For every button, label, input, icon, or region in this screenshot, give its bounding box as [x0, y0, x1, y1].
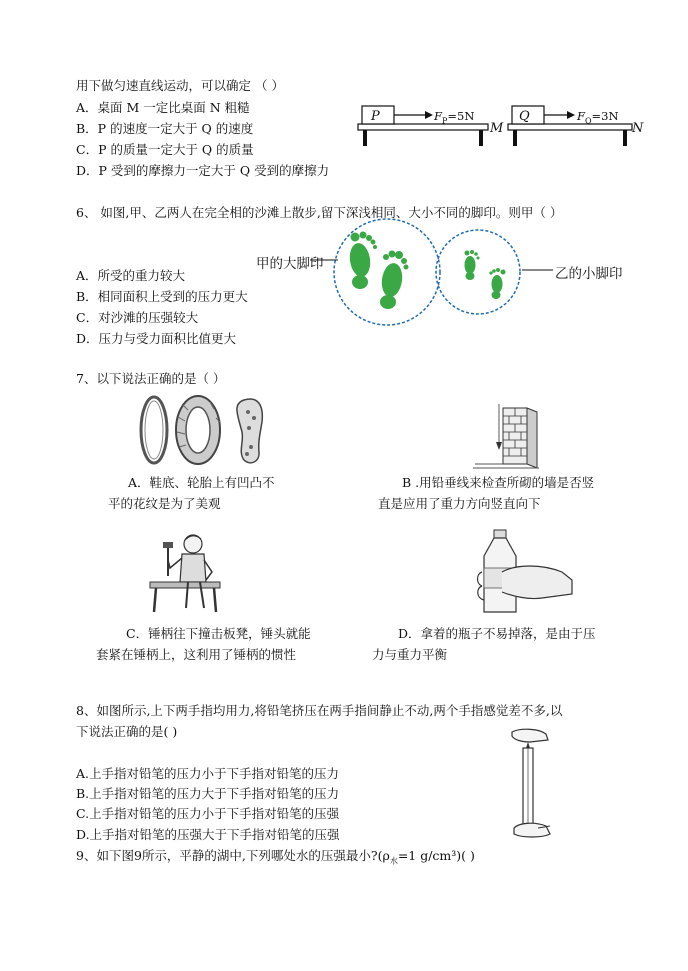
q5-option-c[interactable]: C．P 的质量一定大于 Q 的质量 — [76, 142, 254, 157]
q5-block-p-label: P — [371, 109, 380, 124]
q7-question: 7、以下说法正确的是（ ） — [76, 371, 226, 386]
q7-option-a-line2[interactable]: 平的花纹是为了美观 — [108, 496, 221, 511]
q8-question-line1: 8、如图所示,上下两手指均用力,将铅笔挤压在两手指间静止不动,两个手指感觉差不多,以 — [76, 703, 563, 718]
q8-option-d[interactable]: D.上手指对铅笔的压强大于下手指对铅笔的压强 — [76, 827, 340, 842]
q5-intro: 用下做匀速直线运动，可以确定 （ ） — [76, 78, 284, 93]
q6-question: 6、 如图,甲、乙两人在完全相的沙滩上散步,留下深浅相同、大小不同的脚印。则甲（ ） — [76, 205, 563, 220]
q7-option-a-line1[interactable]: A．鞋底、轮胎上有凹凸不 — [128, 475, 275, 490]
q6-option-d[interactable]: D．压力与受力面积比值更大 — [76, 331, 237, 346]
q7-image-b-wall-plumb — [473, 398, 545, 470]
q5-surface-m-label: M — [490, 121, 504, 136]
q7-option-c-line1[interactable]: C．锤柄往下撞击板凳，锤头就能 — [126, 626, 311, 641]
q5-option-a[interactable]: A．桌面 M 一定比桌面 N 粗糙 — [76, 100, 250, 115]
q8-option-c[interactable]: C.上手指对铅笔的压力小于下手指对铅笔的压强 — [76, 806, 340, 821]
q7-option-b-line1[interactable]: B .用铅垂线来检查所砌的墙是否竖 — [402, 475, 595, 490]
q5-surface-n-label: N — [632, 121, 644, 136]
q7-image-d-bottle-hand — [472, 528, 576, 618]
q6-label-small-footprint: 乙的小脚印 — [555, 266, 623, 282]
q5-option-d[interactable]: D．P 受到的摩擦力一定大于 Q 受到的摩擦力 — [76, 163, 330, 178]
q5-force-p-label: $F_P=5N$ — [434, 109, 475, 126]
q7-image-c-hammer-bench — [148, 530, 223, 615]
q7-option-d-line2[interactable]: 力与重力平衡 — [372, 647, 448, 662]
q7-image-a-tire-sole — [132, 392, 282, 467]
q7-option-b-line2[interactable]: 直是应用了重力方向竖直向下 — [378, 496, 541, 511]
q5-option-b[interactable]: B．P 的速度一定大于 Q 的速度 — [76, 121, 254, 136]
q5-force-q-label: $F_Q=3N$ — [577, 109, 619, 126]
q7-option-c-line2[interactable]: 套紧在锤柄上，这利用了锤柄的惯性 — [96, 647, 297, 662]
q8-pencil-fingers-figure — [506, 728, 556, 840]
q6-label-big-footprint: 甲的大脚印 — [256, 256, 324, 272]
q6-option-a[interactable]: A．所受的重力较大 — [76, 268, 186, 283]
q9-question: 9、如下图9所示，平静的湖中,下列哪处水的压强最小$?(\rho_水=1$ g/cm³)( ) — [76, 848, 475, 866]
q6-option-b[interactable]: B．相同面积上受到的压力更大 — [76, 289, 248, 304]
q8-option-b[interactable]: B.上手指对铅笔的压力大于下手指对铅笔的压力 — [76, 786, 340, 801]
q6-footprints-figure — [300, 218, 560, 328]
q6-option-c[interactable]: C．对沙滩的压强较大 — [76, 310, 199, 325]
q5-block-q-label: Q — [519, 109, 530, 124]
q8-question-line2: 下说法正确的是( ) — [76, 724, 178, 739]
q7-option-d-line1[interactable]: D．拿着的瓶子不易掉落，是由于压 — [398, 626, 596, 641]
q8-option-a[interactable]: A.上手指对铅笔的压力小于下手指对铅笔的压力 — [76, 766, 340, 781]
